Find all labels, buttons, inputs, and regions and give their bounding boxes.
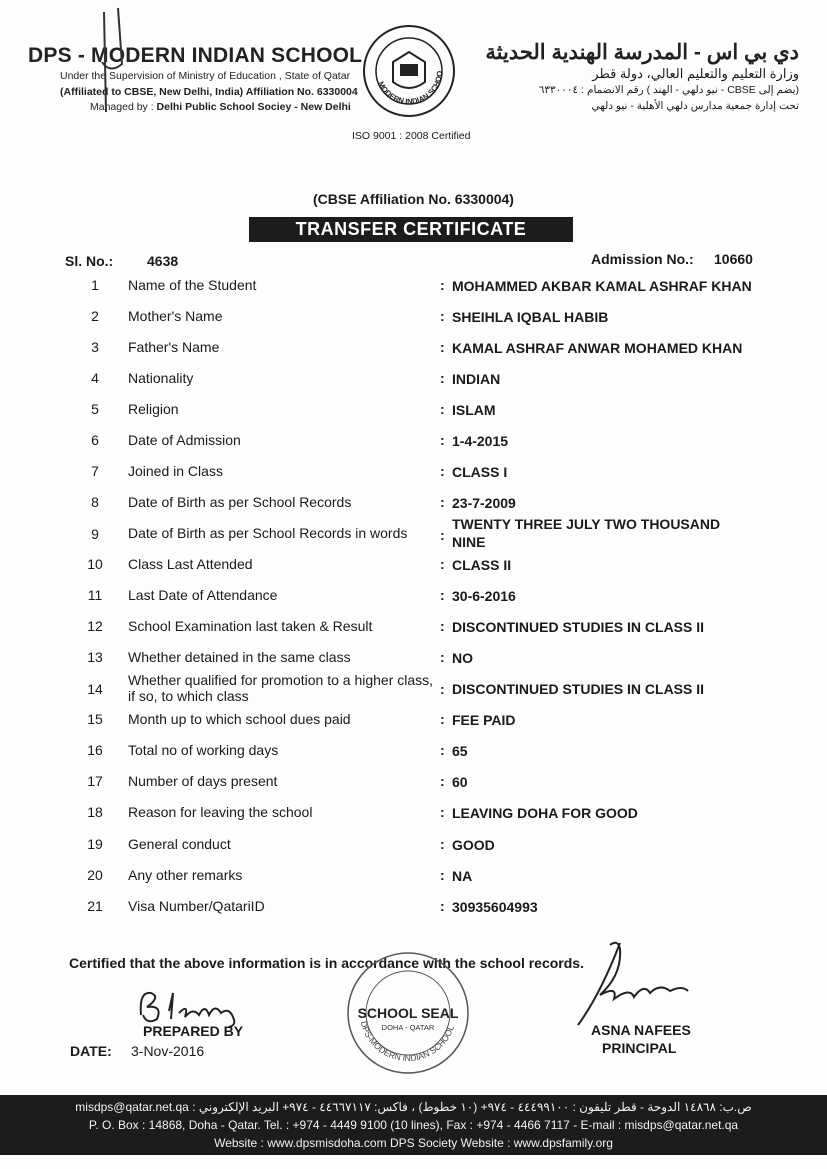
seal-ring-text: DPS-MODERN INDIAN SCHOOL (358, 1019, 456, 1064)
row-number: 5 (91, 401, 99, 417)
row-number: 1 (91, 277, 99, 293)
row-label: Religion (128, 401, 179, 417)
row-value: 30-6-2016 (452, 588, 516, 604)
table-row (0, 711, 827, 739)
school-seal (345, 950, 471, 1076)
row-number: 9 (91, 526, 99, 542)
row-value: CLASS II (452, 557, 512, 573)
arabic-affiliation-line: (يضم إلى CBSE - نيو دلهي - الهند ) رقم الانضمام : ٦٣٣٠٠٠٤ (538, 84, 799, 96)
row-value: CLASS I (452, 464, 508, 480)
row-label: Class Last Attended (128, 556, 253, 572)
footer-websites: Website : www.dpsmisdoha.com DPS Society Website : www.dpsfamily.org (214, 1136, 613, 1150)
row-number: 4 (91, 370, 99, 386)
row-colon: : (440, 432, 445, 448)
row-label: Total no of working days (128, 742, 279, 758)
admission-number-value: 10660 (714, 251, 753, 267)
row-value: DISCONTINUED STUDIES IN CLASS II (452, 619, 705, 635)
prepared-by-label: PREPARED BY (143, 1023, 244, 1039)
row-value: ISLAM (452, 402, 496, 418)
row-number: 15 (87, 711, 103, 727)
row-label: Date of Birth as per School Records (128, 494, 352, 510)
row-value: SHEIHLA IQBAL HABIB (452, 309, 609, 325)
table-row (0, 742, 827, 770)
table-row (0, 804, 827, 832)
row-colon: : (440, 867, 445, 883)
row-colon: : (440, 804, 445, 820)
table-row (0, 308, 827, 336)
row-number: 6 (91, 432, 99, 448)
footer-contact-bar (0, 1095, 827, 1155)
iso-certification: ISO 9001 : 2008 Certified (352, 130, 471, 142)
row-number: 11 (87, 587, 103, 603)
row-label: Whether qualified for promotion to a higher class, if so, to which class (128, 672, 434, 704)
row-number: 17 (87, 773, 103, 789)
row-number: 7 (91, 463, 99, 479)
row-value: DISCONTINUED STUDIES IN CLASS II (452, 681, 705, 697)
seal-location: DOHA - QATAR (381, 1023, 435, 1032)
row-number: 8 (91, 494, 99, 510)
hand-mark-icon (96, 4, 136, 114)
row-colon: : (440, 556, 445, 572)
seal-title: SCHOOL SEAL (357, 1005, 459, 1021)
row-value: 60 (452, 774, 468, 790)
row-label: Joined in Class (128, 463, 223, 479)
table-row (0, 587, 827, 615)
managed-by-prefix: Managed by : (90, 101, 157, 113)
row-value: KAMAL ASHRAF ANWAR MOHAMED KHAN (452, 340, 743, 356)
row-colon: : (440, 836, 445, 852)
row-number: 12 (87, 618, 103, 634)
row-colon: : (440, 711, 445, 727)
table-row (0, 836, 827, 864)
table-row (0, 370, 827, 398)
date-label: DATE: (70, 1043, 112, 1059)
row-number: 10 (87, 556, 103, 572)
row-label: Date of Admission (128, 432, 241, 448)
table-row (0, 463, 827, 491)
row-number: 3 (91, 339, 99, 355)
principal-name: ASNA NAFEES (591, 1022, 691, 1038)
row-label: General conduct (128, 836, 231, 852)
row-value: INDIAN (452, 371, 501, 387)
table-row (0, 432, 827, 460)
logo-emblem-icon (362, 24, 456, 118)
table-row (0, 515, 827, 551)
row-colon: : (440, 898, 445, 914)
row-value: GOOD (452, 837, 495, 853)
row-number: 18 (87, 804, 103, 820)
admission-number-label: Admission No.: (591, 251, 694, 267)
arabic-ministry-line: وزارة التعليم والتعليم العالي، دولة قطر (592, 66, 799, 81)
footer-arabic-contact: misdps@qatar.net.qa : ص.ب: ١٤٨٦٨ الدوحة - قطر تليفون : ٤٤٤٩٩١٠٠ - ٩٧٤+ (١٠ خطوط) ، فاكس: ٤٤٦٦٧١١٧ - ٩٧٤+ البريد الإلكتروني (75, 1100, 752, 1114)
row-colon: : (440, 649, 445, 665)
row-colon: : (440, 401, 445, 417)
footer-english-contact: P. O. Box : 14868, Doha - Qatar. Tel. : +974 - 4449 9100 (10 lines), Fax : +974 - 4466 7117 - E-mail : misdps@qatar.net.qa (88, 1118, 739, 1132)
row-colon: : (440, 308, 445, 324)
row-label: Number of days present (128, 773, 278, 789)
row-label: Father's Name (128, 339, 220, 355)
row-value: MOHAMMED AKBAR KAMAL ASHRAF KHAN (452, 278, 752, 294)
row-colon: : (440, 681, 445, 697)
row-label: Mother's Name (128, 308, 223, 324)
row-label: School Examination last taken & Result (128, 618, 373, 634)
managed-by-society: Delhi Public School Sociey - New Delhi (156, 101, 351, 113)
table-row (0, 339, 827, 367)
serial-number-value: 4638 (147, 253, 179, 269)
cbse-affiliation: (CBSE Affiliation No. 6330004) (313, 191, 514, 207)
certification-statement: Certified that the above information is in accordance with the school records. (69, 955, 584, 971)
row-label: Date of Birth as per School Records in words (128, 525, 408, 541)
row-colon: : (440, 494, 445, 510)
row-colon: : (440, 370, 445, 386)
row-label: Reason for leaving the school (128, 804, 313, 820)
row-colon: : (440, 587, 445, 603)
row-value: NA (452, 868, 473, 884)
school-logo (362, 24, 456, 118)
row-value: FEE PAID (452, 712, 516, 728)
row-label: Any other remarks (128, 867, 243, 883)
table-row (0, 401, 827, 429)
row-colon: : (440, 773, 445, 789)
row-colon: : (440, 527, 445, 543)
table-row (0, 773, 827, 801)
row-value: 30935604993 (452, 899, 538, 915)
row-number: 16 (87, 742, 103, 758)
row-number: 2 (91, 308, 99, 324)
table-row (0, 867, 827, 895)
row-colon: : (440, 339, 445, 355)
row-number: 21 (87, 898, 103, 914)
row-number: 19 (87, 836, 103, 852)
row-value: 23-7-2009 (452, 495, 516, 511)
row-value: NO (452, 650, 473, 666)
school-name-english: DPS - MODERN INDIAN SCHOOL (28, 44, 363, 67)
header-supervision-line: Under the Supervision of Ministry of Education , State of Qatar (60, 70, 351, 82)
row-label: Month up to which school dues paid (128, 711, 351, 727)
row-label: Nationality (128, 370, 194, 386)
principal-signature-icon (570, 935, 695, 1030)
logo-ring-text: MODERN INDIAN SCHOO (376, 70, 445, 107)
seal-stamp-icon (345, 950, 471, 1076)
table-row (0, 618, 827, 646)
row-colon: : (440, 463, 445, 479)
row-colon: : (440, 277, 445, 293)
row-number: 14 (87, 681, 103, 697)
table-row (0, 898, 827, 926)
row-value: 1-4-2015 (452, 433, 509, 449)
row-number: 20 (87, 867, 103, 883)
row-value: TWENTY THREE JULY TWO THOUSAND NINE (452, 516, 721, 550)
table-row (0, 556, 827, 584)
principal-title: PRINCIPAL (602, 1040, 677, 1056)
header-affiliation-line: (Affiliated to CBSE, New Delhi, India) Affiliation No. 6330004 (60, 86, 358, 98)
table-row (0, 672, 827, 708)
certificate-title: TRANSFER CERTIFICATE (249, 217, 573, 242)
row-label: Whether detained in the same class (128, 649, 351, 665)
row-label: Name of the Student (128, 277, 257, 293)
serial-number-label: Sl. No.: (65, 253, 114, 269)
row-value: LEAVING DOHA FOR GOOD (452, 805, 638, 821)
row-label: Last Date of Attendance (128, 587, 278, 603)
row-number: 13 (87, 649, 103, 665)
row-label: Visa Number/QatariID (128, 898, 265, 914)
table-row (0, 277, 827, 305)
date-value: 3-Nov-2016 (131, 1043, 205, 1059)
school-name-arabic: دي بي اس - المدرسة الهندية الحديثة (485, 41, 799, 64)
row-colon: : (440, 742, 445, 758)
row-value: 65 (452, 743, 468, 759)
row-colon: : (440, 618, 445, 634)
arabic-managed-line: تحت إدارة جمعية مدارس دلهي الأهلية - نيو دلهي (591, 100, 799, 112)
